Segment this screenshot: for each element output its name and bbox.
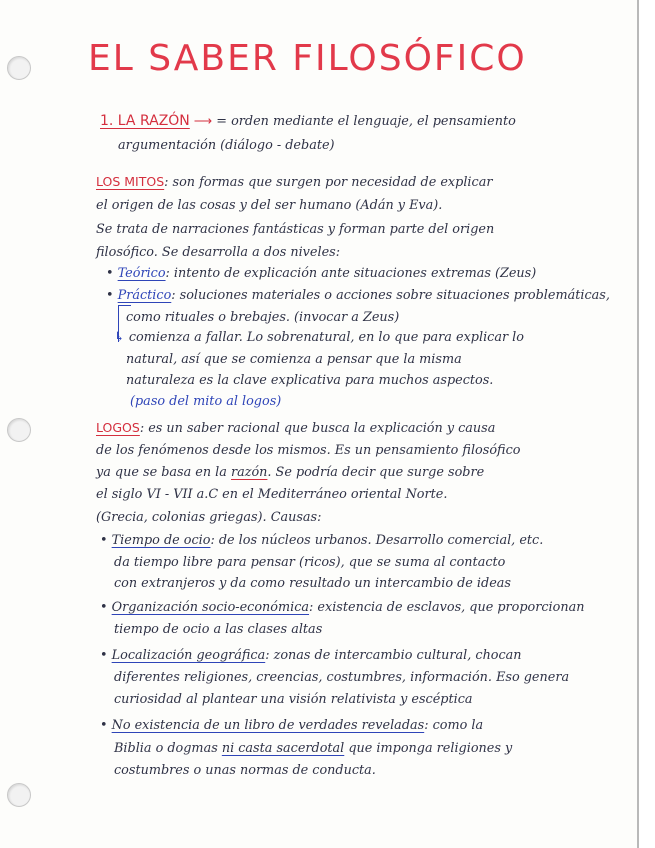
logos-line-4: el siglo VI - VII a.C en el Mediterráneo oriental Norte.	[96, 487, 448, 502]
mitos-bullet-teorico	[106, 266, 536, 281]
organizacion-label: Organización socio-económica	[111, 600, 310, 615]
return-arrow-icon: ↳	[114, 330, 125, 345]
scan-margin	[639, 0, 655, 848]
logos-text-1: : es un saber racional que busca la explicación y causa	[139, 421, 496, 436]
mitos-line-10: naturaleza es la clave explicativa para muchos aspectos.	[126, 373, 494, 388]
logos-line-2: de los fenómenos desde los mismos. Es un pensamiento filosófico	[96, 443, 521, 458]
mitos-line-1	[96, 174, 492, 190]
cause-localizacion	[100, 648, 522, 663]
localizacion-label: Localización geográfica	[111, 648, 266, 663]
casta-sacerdotal: ni casta sacerdotal	[221, 741, 345, 756]
libro-text-2b: que imponga religiones y	[348, 741, 513, 756]
teorico-label: Teórico	[117, 266, 166, 281]
practico-text: : soluciones materiales o acciones sobre situaciones problemáticas,	[171, 288, 610, 303]
arrow-icon: ⟶	[193, 114, 213, 129]
cause-ocio-line-3: con extranjeros y da como resultado un intercambio de ideas	[114, 576, 511, 591]
logos-line-5: (Grecia, colonias griegas). Causas:	[96, 510, 322, 525]
mitos-line-2: el origen de las cosas y del ser humano (Adán y Eva).	[96, 198, 443, 213]
organizacion-text: : existencia de esclavos, que proporcionan	[309, 600, 585, 615]
cause-organizacion-line-2: tiempo de ocio a las clases altas	[114, 622, 323, 637]
razon-text-1: = orden mediante el lenguaje, el pensamiento	[216, 114, 516, 129]
cause-localizacion-line-2: diferentes religiones, creencias, costumbres, información. Eso genera	[114, 670, 570, 685]
ocio-text: : de los núcleos urbanos. Desarrollo comercial, etc.	[210, 533, 544, 548]
cause-libro-line-2	[114, 741, 512, 756]
libro-label: No existencia de un libro de verdades reveladas	[111, 718, 425, 733]
logos-text-3b: . Se podría decir que surge sobre	[267, 465, 485, 480]
bullet-icon: •	[100, 648, 108, 663]
logos-line-1	[96, 420, 495, 436]
teorico-text: : intento de explicación ante situaciones extremas (Zeus)	[165, 266, 537, 281]
mitos-line-9: natural, así que se comienza a pensar que la misma	[126, 352, 462, 367]
mitos-text-8: comienza a fallar. Lo sobrenatural, en lo que para explicar lo	[128, 330, 524, 345]
cause-ocio-line-2: da tiempo libre para pensar (ricos), que se suma al contacto	[114, 555, 506, 570]
binder-hole-top	[7, 56, 31, 80]
razon-heading: 1. LA RAZÓN	[100, 113, 190, 129]
mitos-line-11: (paso del mito al logos)	[130, 394, 282, 409]
page-title: EL SABER FILOSÓFICO	[88, 38, 527, 79]
logos-line-3	[96, 465, 484, 480]
bullet-icon: •	[106, 288, 114, 303]
bullet-icon: •	[100, 533, 108, 548]
razon-line-1	[100, 113, 516, 129]
razon-line-2: argumentación (diálogo - debate)	[118, 138, 335, 153]
cause-libro	[100, 718, 483, 733]
cause-ocio	[100, 533, 543, 548]
razon-word: razón	[230, 465, 268, 480]
mitos-line-8	[114, 330, 524, 345]
practico-label: Práctico	[117, 288, 172, 303]
mitos-bullet-practico	[106, 288, 610, 303]
mitos-line-7: como rituales o brebajes. (invocar a Zeus)	[126, 310, 400, 325]
cause-localizacion-line-3: curiosidad al plantear una visión relativista y escéptica	[114, 692, 473, 707]
cause-organizacion	[100, 600, 584, 615]
libro-text-2a: Biblia o dogmas	[114, 741, 218, 756]
bullet-icon: •	[100, 600, 108, 615]
localizacion-text: : zonas de intercambio cultural, chocan	[265, 648, 522, 663]
logos-text-3a: ya que se basa en la	[96, 465, 227, 480]
binder-hole-middle	[7, 418, 31, 442]
libro-text: : como la	[424, 718, 484, 733]
mitos-line-3: Se trata de narraciones fantásticas y forman parte del origen	[96, 222, 495, 237]
mitos-line-4: filosófico. Se desarrolla a dos niveles:	[96, 245, 341, 260]
binder-hole-bottom	[7, 783, 31, 807]
ocio-label: Tiempo de ocio	[111, 533, 211, 548]
bullet-icon: •	[106, 266, 114, 281]
cause-libro-line-3: costumbres o unas normas de conducta.	[114, 763, 376, 778]
page-edge	[637, 0, 639, 848]
mitos-text-1: : son formas que surgen por necesidad de explicar	[164, 175, 493, 190]
bullet-icon: •	[100, 718, 108, 733]
mitos-label: LOS MITOS	[96, 174, 165, 189]
logos-label: LOGOS	[96, 420, 140, 435]
